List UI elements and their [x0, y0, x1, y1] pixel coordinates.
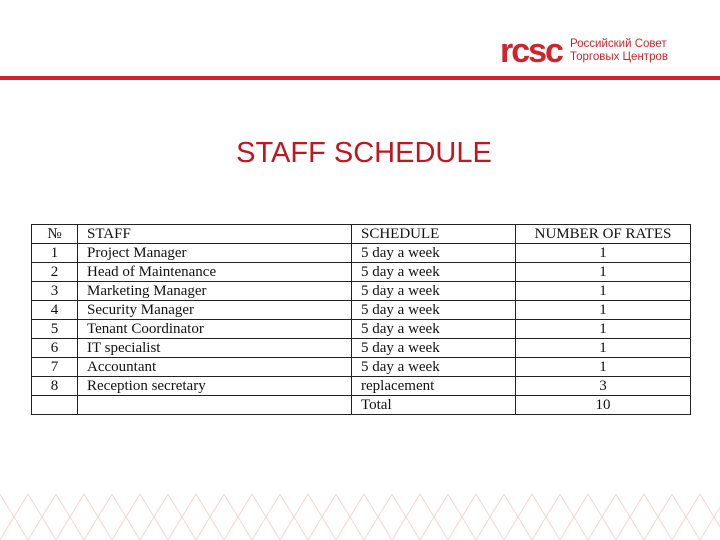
row-rates: 1 — [516, 320, 691, 339]
row-number: 6 — [32, 339, 78, 358]
row-schedule: 5 day a week — [352, 320, 516, 339]
row-schedule: 5 day a week — [352, 244, 516, 263]
table-total-row — [32, 396, 691, 415]
row-number: 5 — [32, 320, 78, 339]
row-staff: Accountant — [78, 358, 352, 377]
row-schedule: 5 day a week — [352, 339, 516, 358]
row-rates: 1 — [516, 301, 691, 320]
row-number: 3 — [32, 282, 78, 301]
table-row — [32, 377, 691, 396]
decorative-pattern — [0, 488, 720, 540]
row-number: 4 — [32, 301, 78, 320]
row-rates: 1 — [516, 339, 691, 358]
row-staff: Security Manager — [78, 301, 352, 320]
row-schedule: replacement — [352, 377, 516, 396]
header-divider — [0, 76, 720, 80]
row-staff: Reception secretary — [78, 377, 352, 396]
total-label: Total — [352, 396, 516, 415]
row-rates: 3 — [516, 377, 691, 396]
row-schedule: 5 day a week — [352, 301, 516, 320]
header-number: № — [32, 225, 78, 244]
row-staff: Tenant Coordinator — [78, 320, 352, 339]
row-schedule: 5 day a week — [352, 263, 516, 282]
table-row — [32, 244, 691, 263]
row-rates: 1 — [516, 263, 691, 282]
logo-text — [570, 38, 668, 64]
rcsc-logo — [500, 32, 668, 70]
row-staff: Project Manager — [78, 244, 352, 263]
pattern-line — [700, 494, 720, 540]
row-schedule: 5 day a week — [352, 282, 516, 301]
pattern-line — [700, 494, 720, 540]
row-staff: Marketing Manager — [78, 282, 352, 301]
table-row — [32, 301, 691, 320]
total-value: 10 — [516, 396, 691, 415]
logo-line-2: Торговых Центров — [569, 51, 668, 63]
table-row — [32, 282, 691, 301]
row-staff: Head of Maintenance — [78, 263, 352, 282]
row-rates: 1 — [516, 244, 691, 263]
logo-mark: rcsc — [500, 32, 562, 70]
total-number-cell — [32, 396, 78, 415]
total-staff-cell — [78, 396, 352, 415]
row-number: 1 — [32, 244, 78, 263]
table-row — [32, 320, 691, 339]
page-title: STAFF SCHEDULE — [236, 137, 492, 169]
row-number: 8 — [32, 377, 78, 396]
row-staff: IT specialist — [78, 339, 352, 358]
table-row — [32, 358, 691, 377]
row-rates: 1 — [516, 282, 691, 301]
header-staff: STAFF — [78, 225, 352, 244]
staff-schedule-table — [31, 224, 691, 415]
row-number: 7 — [32, 358, 78, 377]
logo-line-1: Российский Совет — [569, 38, 667, 50]
row-number: 2 — [32, 263, 78, 282]
row-rates: 1 — [516, 358, 691, 377]
row-schedule: 5 day a week — [352, 358, 516, 377]
header-rates: NUMBER OF RATES — [516, 225, 691, 244]
table-row — [32, 263, 691, 282]
header-schedule: SCHEDULE — [352, 225, 516, 244]
table-header-row — [32, 225, 691, 244]
table-row — [32, 339, 691, 358]
